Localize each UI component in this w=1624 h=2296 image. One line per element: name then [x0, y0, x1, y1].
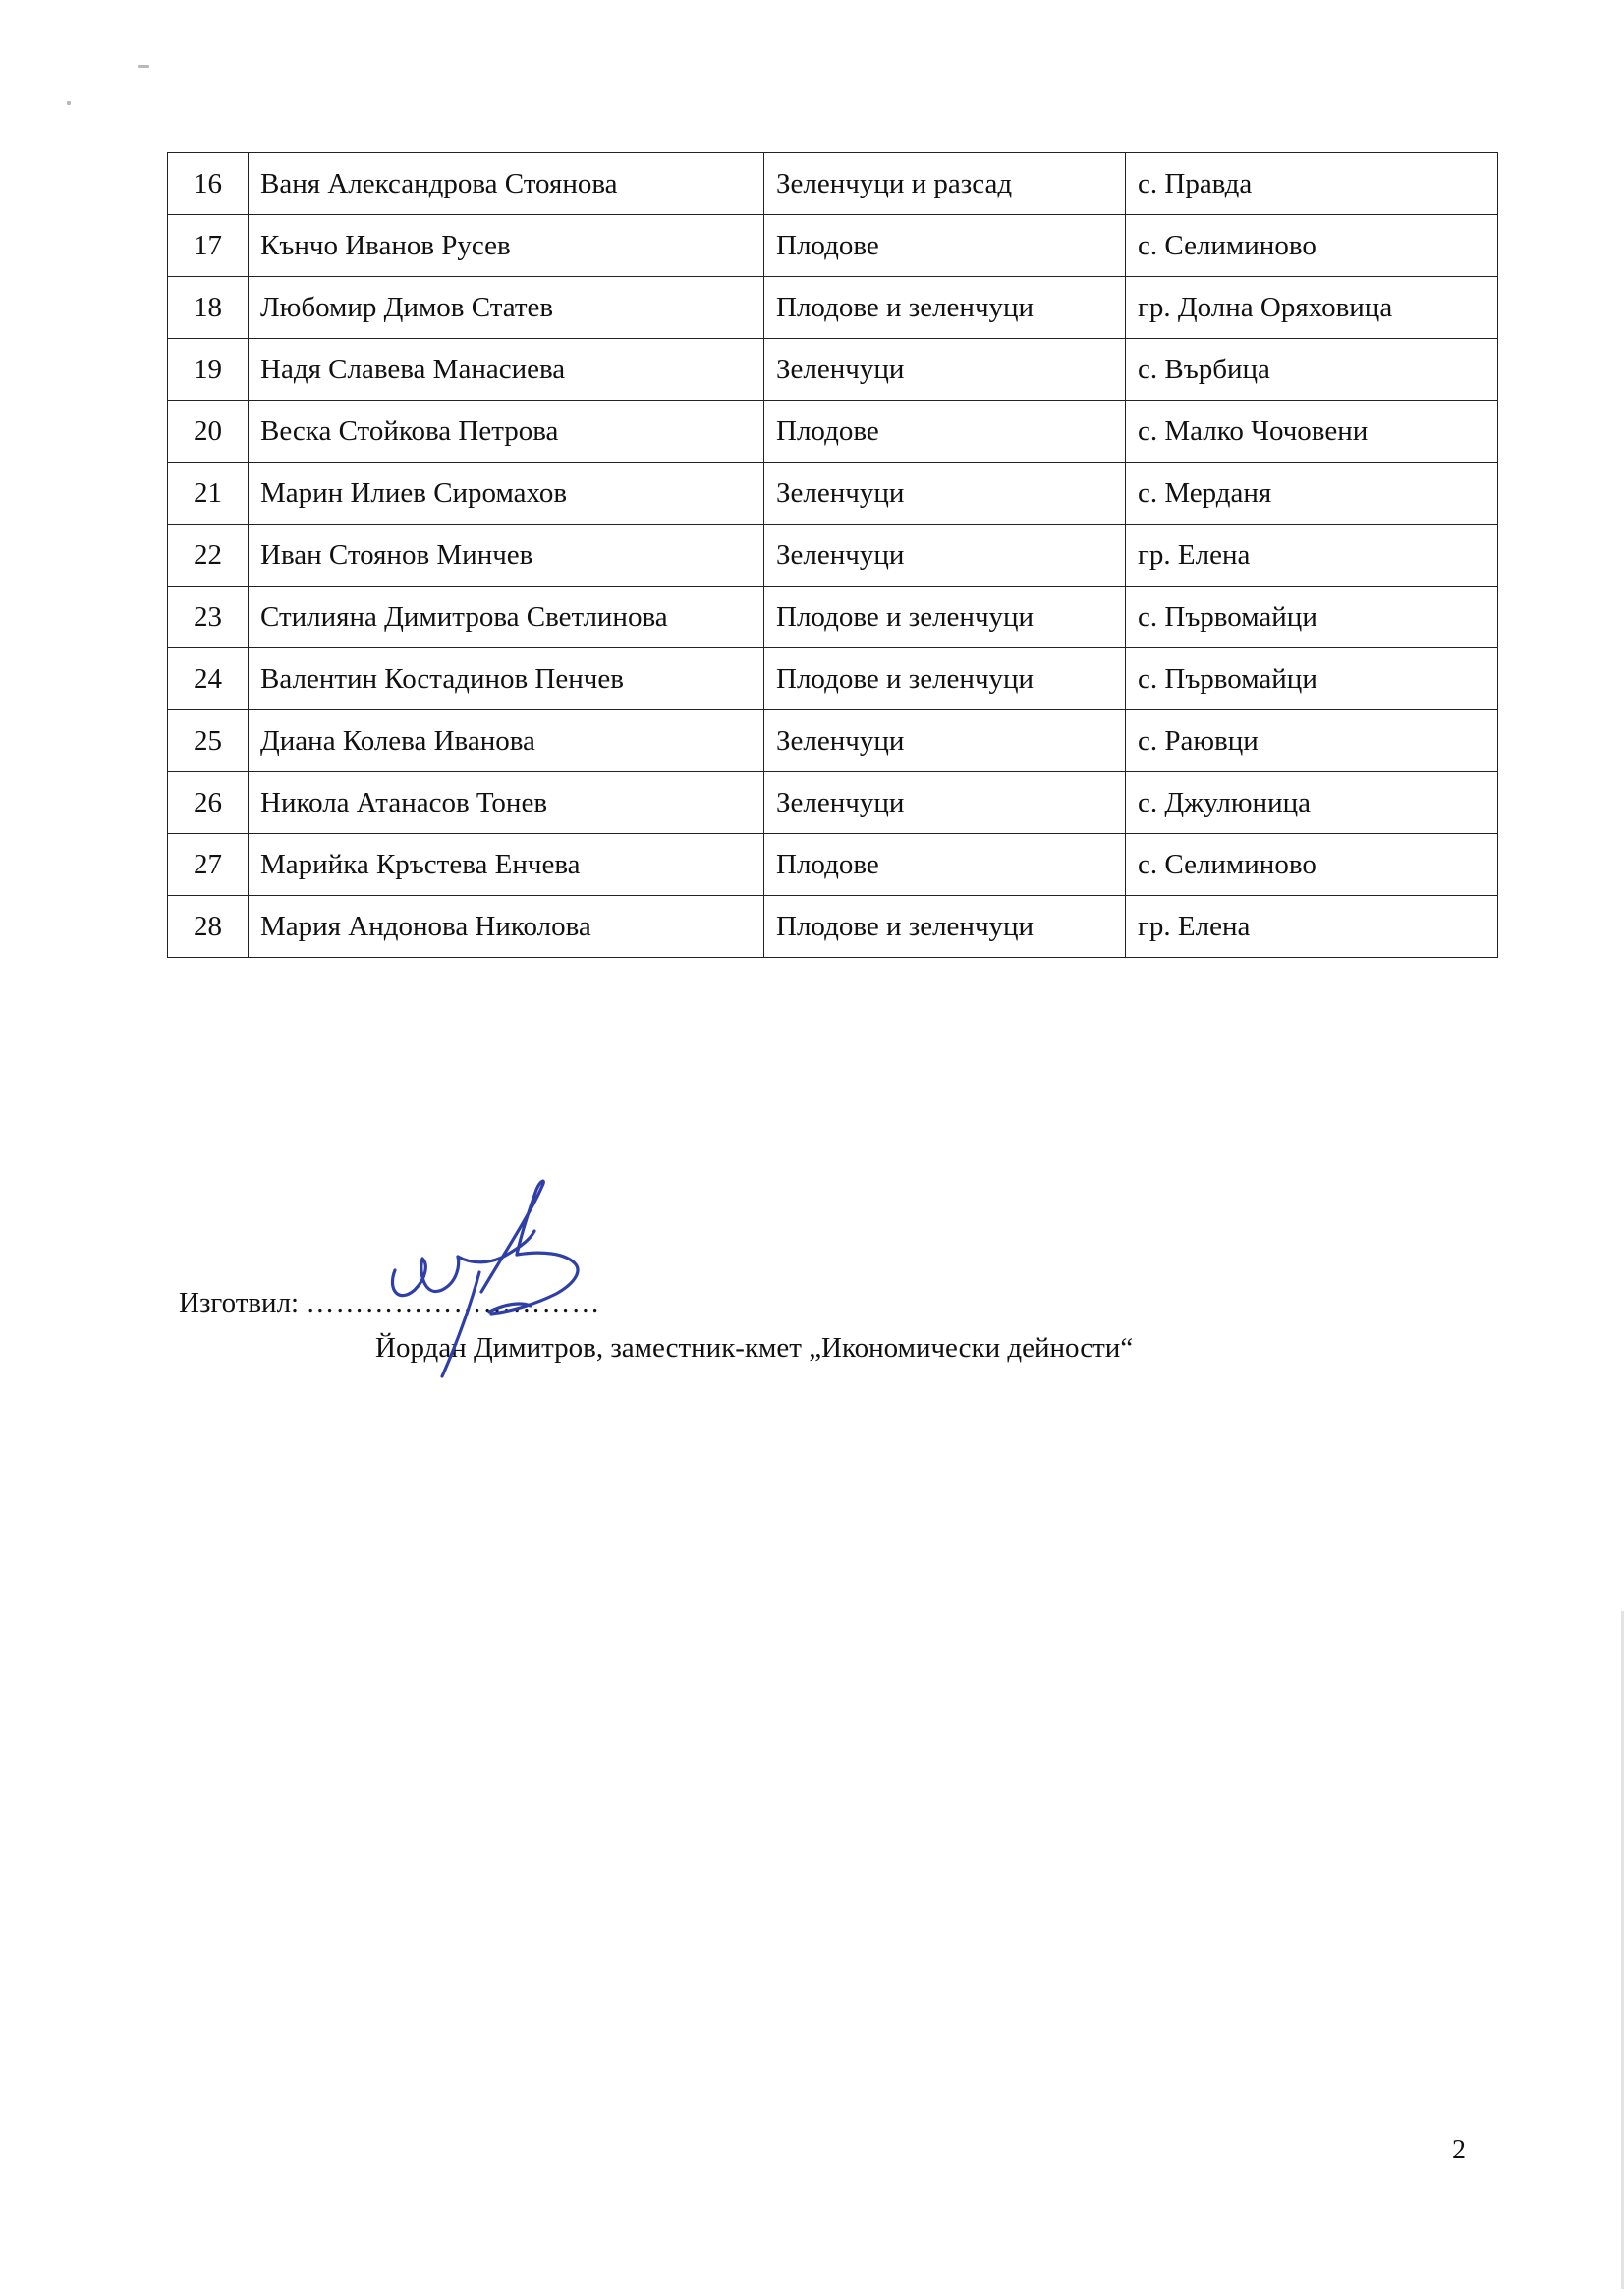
producer-name-cell: Мария Андонова Николова	[249, 896, 764, 958]
location-cell: с. Първомайци	[1126, 648, 1498, 710]
product-type-cell: Зеленчуци	[764, 710, 1126, 772]
producer-name-cell: Любомир Димов Статев	[249, 277, 764, 339]
location-cell: с. Раювци	[1126, 710, 1498, 772]
product-type-cell: Зеленчуци	[764, 772, 1126, 834]
location-cell: гр. Елена	[1126, 525, 1498, 587]
location-cell: с. Правда	[1126, 153, 1498, 215]
row-number-cell: 22	[168, 525, 249, 587]
producer-name-cell: Ваня Александрова Стоянова	[249, 153, 764, 215]
row-number-cell: 20	[168, 401, 249, 463]
row-number-cell: 23	[168, 587, 249, 648]
product-type-cell: Плодове	[764, 215, 1126, 277]
location-cell: с. Върбица	[1126, 339, 1498, 401]
signature-dotted-line: …………………………	[306, 1287, 601, 1318]
producer-name-cell: Диана Колева Иванова	[249, 710, 764, 772]
location-cell: с. Джулюница	[1126, 772, 1498, 834]
prepared-by-label: Изготвил:	[179, 1287, 300, 1318]
row-number-cell: 21	[168, 463, 249, 525]
producer-name-cell: Веска Стойкова Петрова	[249, 401, 764, 463]
producers-table-wrapper	[167, 152, 1497, 958]
product-type-cell: Зеленчуци и разсад	[764, 153, 1126, 215]
product-type-cell: Плодове	[764, 401, 1126, 463]
product-type-cell: Плодове и зеленчуци	[764, 277, 1126, 339]
row-number-cell: 25	[168, 710, 249, 772]
table-row	[168, 215, 1498, 277]
producer-name-cell: Надя Славева Манасиева	[249, 339, 764, 401]
page-number: 2	[1452, 2135, 1466, 2165]
product-type-cell: Зеленчуци	[764, 463, 1126, 525]
table-row	[168, 277, 1498, 339]
table-row	[168, 587, 1498, 648]
producer-name-cell: Марин Илиев Сиромахов	[249, 463, 764, 525]
product-type-cell: Плодове и зеленчуци	[764, 648, 1126, 710]
producers-table	[167, 152, 1498, 958]
scan-speck	[138, 65, 149, 68]
product-type-cell: Плодове и зеленчуци	[764, 896, 1126, 958]
row-number-cell: 26	[168, 772, 249, 834]
product-type-cell: Плодове и зеленчуци	[764, 587, 1126, 648]
table-row	[168, 525, 1498, 587]
product-type-cell: Плодове	[764, 834, 1126, 896]
table-row	[168, 772, 1498, 834]
location-cell: с. Селиминово	[1126, 834, 1498, 896]
prepared-by-line	[179, 1287, 600, 1319]
row-number-cell: 28	[168, 896, 249, 958]
row-number-cell: 19	[168, 339, 249, 401]
row-number-cell: 16	[168, 153, 249, 215]
table-row	[168, 710, 1498, 772]
table-row	[168, 896, 1498, 958]
producer-name-cell: Иван Стоянов Минчев	[249, 525, 764, 587]
producer-name-cell: Марийка Кръстева Енчева	[249, 834, 764, 896]
location-cell: с. Малко Чочовени	[1126, 401, 1498, 463]
product-type-cell: Зеленчуци	[764, 339, 1126, 401]
location-cell: гр. Елена	[1126, 896, 1498, 958]
producer-name-cell: Никола Атанасов Тонев	[249, 772, 764, 834]
row-number-cell: 27	[168, 834, 249, 896]
scan-speck	[67, 101, 71, 105]
row-number-cell: 24	[168, 648, 249, 710]
producer-name-cell: Кънчо Иванов Русев	[249, 215, 764, 277]
location-cell: с. Първомайци	[1126, 587, 1498, 648]
row-number-cell: 18	[168, 277, 249, 339]
table-row	[168, 153, 1498, 215]
table-row	[168, 648, 1498, 710]
signer-name-title: Йордан Димитров, заместник-кмет „Икономически дейности“	[375, 1332, 1134, 1364]
producers-table-body	[168, 153, 1498, 958]
location-cell: с. Селиминово	[1126, 215, 1498, 277]
row-number-cell: 17	[168, 215, 249, 277]
location-cell: с. Мердaня	[1126, 463, 1498, 525]
table-row	[168, 834, 1498, 896]
location-cell: гр. Долна Оряховица	[1126, 277, 1498, 339]
producer-name-cell: Валентин Костадинов Пенчев	[249, 648, 764, 710]
table-row	[168, 463, 1498, 525]
product-type-cell: Зеленчуци	[764, 525, 1126, 587]
producer-name-cell: Стилияна Димитрова Светлинова	[249, 587, 764, 648]
table-row	[168, 401, 1498, 463]
table-row	[168, 339, 1498, 401]
